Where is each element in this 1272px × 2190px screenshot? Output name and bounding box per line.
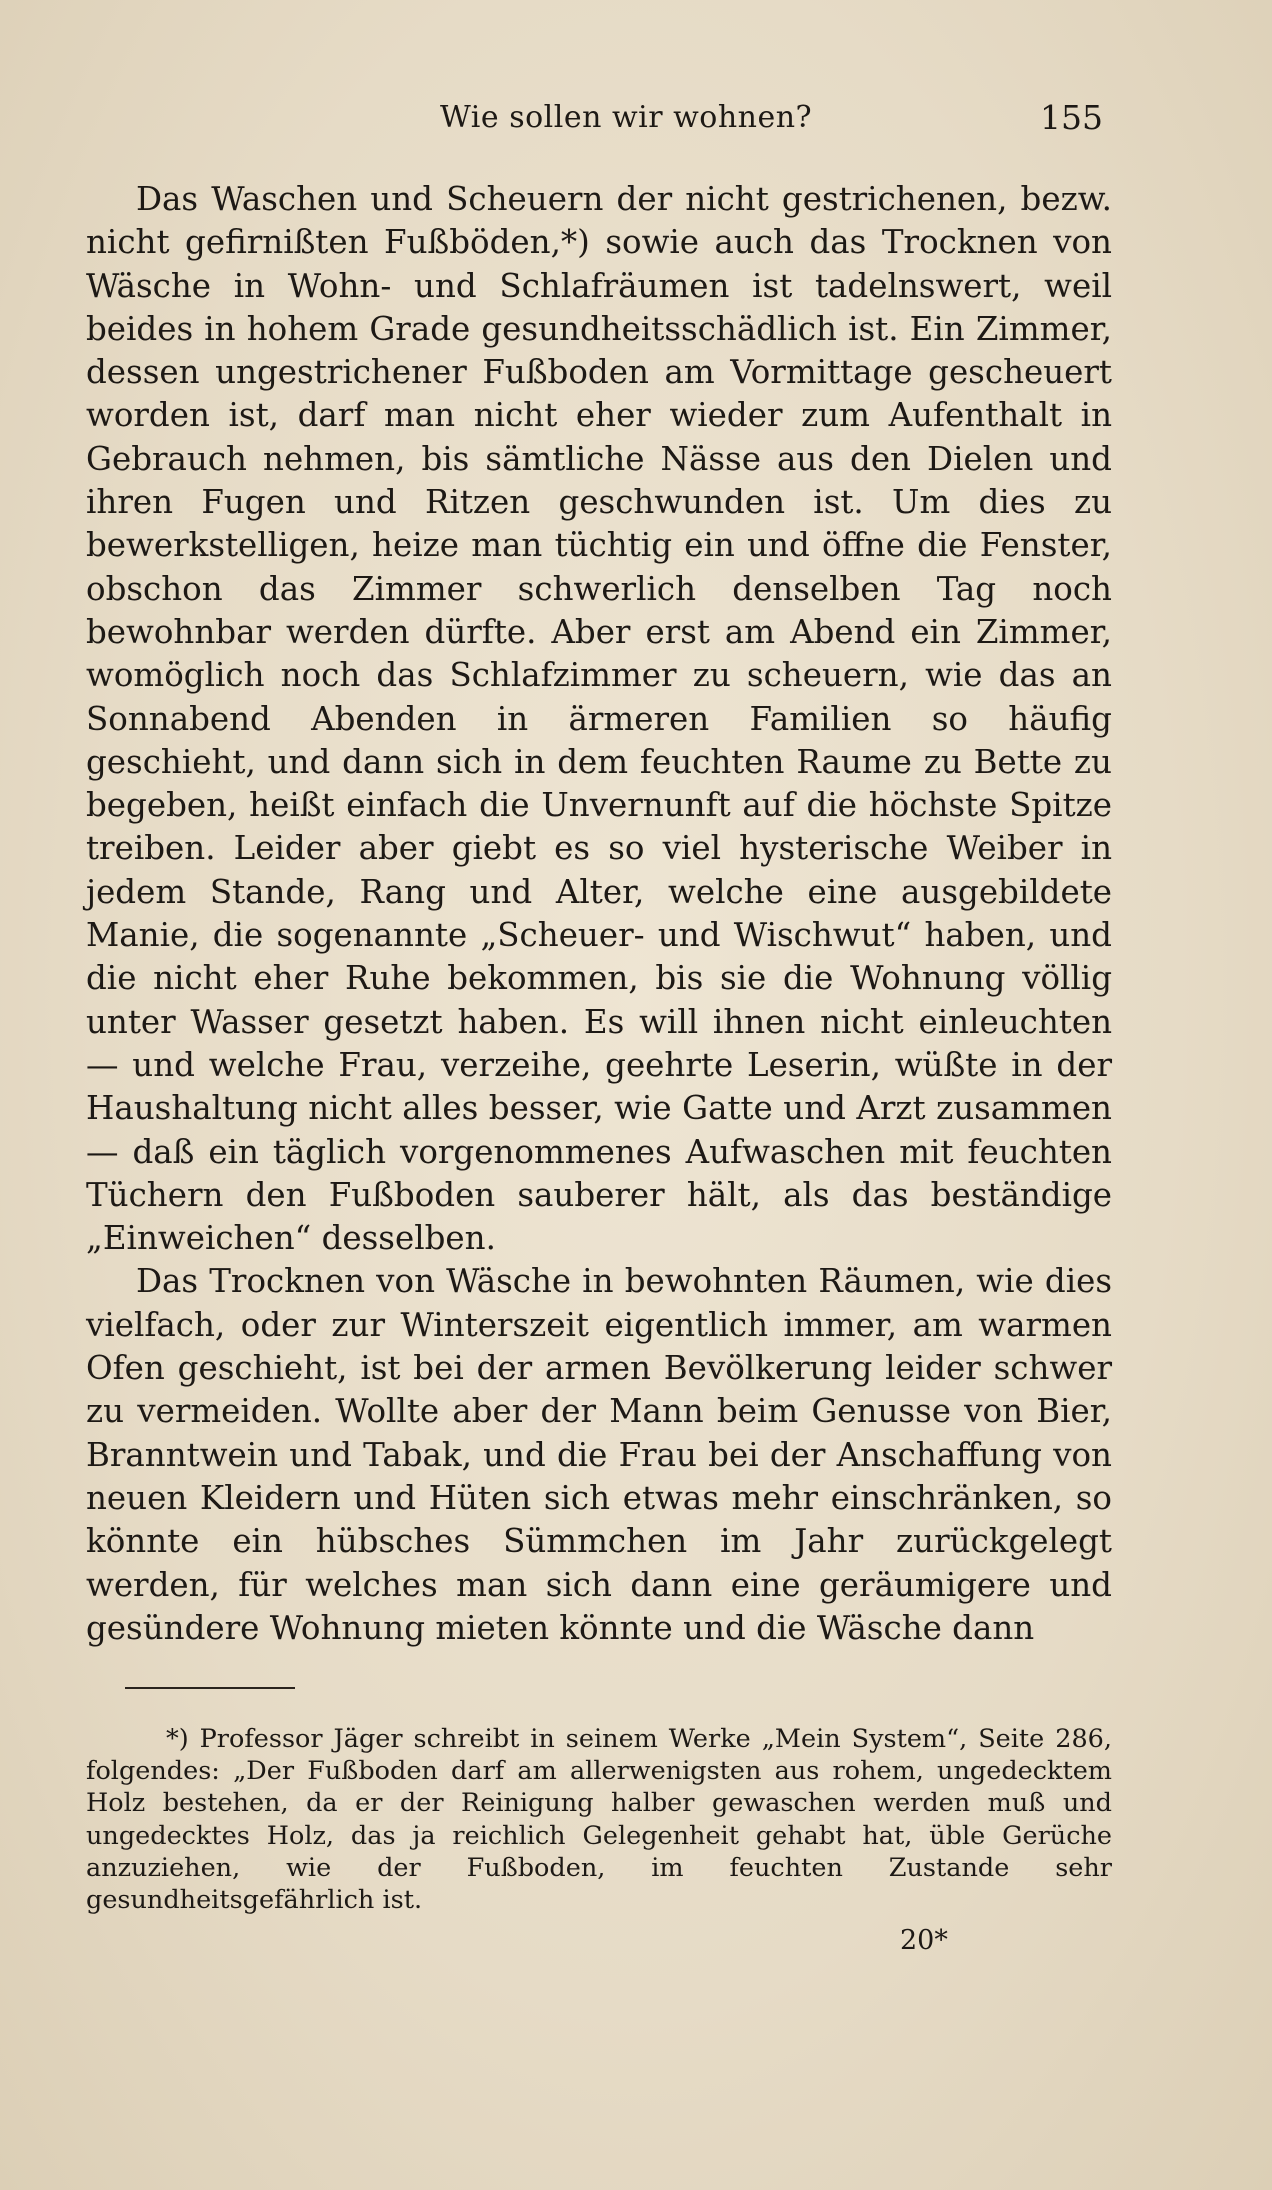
footnote-divider: [125, 1687, 295, 1689]
running-head-title: Wie sollen wir wohnen?: [440, 100, 813, 135]
running-head: [0, 100, 1272, 150]
footnote: [86, 1723, 1112, 1916]
sheet-signature-mark: 20*: [900, 1925, 948, 1956]
footnote-text: *) Professor Jäger schreibt in seinem Werke „Mein System“, Seite 286, folgendes: „Der Fußboden darf am allerwenigsten aus rohem, ungedecktem Holz bestehen, da er der Reinigung halber gewaschen werden muß und ungedecktes Holz, das ja reichlich Gelegenheit gehabt hat, üble Gerüche anzuziehen, wie der Fußboden, im feuchten Zustande sehr gesundheitsgefährlich ist.: [86, 1724, 1112, 1916]
paragraph: Das Waschen und Scheuern der nicht gestrichenen, bezw. nicht gefirnißten Fußböden,*) sowie auch das Trocknen von Wäsche in Wohn- und Schlafräumen ist tadelnswert, weil beides in hohem Grade gesundheitsschädlich ist. Ein Zimmer, dessen ungestrichener Fußboden am Vormittage gescheuert worden ist, darf man nicht eher wieder zum Aufenthalt in Gebrauch nehmen, bis sämtliche Nässe aus den Dielen und ihren Fugen und Ritzen geschwunden ist. Um dies zu bewerkstelligen, heize man tüchtig ein und öffne die Fenster, obschon das Zimmer schwerlich denselben Tag noch bewohnbar werden dürfte. Aber erst am Abend ein Zimmer, womöglich noch das Schlafzimmer zu scheuern, wie das an Sonnabend Abenden in ärmeren Familien so häufig geschieht, und dann sich in dem feuchten Raume zu Bette zu begeben, heißt einfach die Unvernunft auf die höchste Spitze treiben. Leider aber giebt es so viel hysterische Weiber in jedem Stande, Rang und Alter, welche eine ausgebildete Manie, die sogenannte „Scheuer- und Wischwut“ haben, und die nicht eher Ruhe bekommen, bis sie die Wohnung völlig unter Wasser gesetzt haben. Es will ihnen nicht einleuchten — und welche Frau, verzeihe, geehrte Leserin, wüßte in der Haushaltung nicht alles besser, wie Gatte und Arzt zusammen — daß ein täglich vorgenommenes Aufwaschen mit feuchten Tüchern den Fußboden sauberer hält, als das beständige „Einweichen“ desselben.: [86, 180, 1112, 1258]
body-text: [86, 178, 1112, 1650]
page-number: 155: [1040, 98, 1103, 137]
paragraph: Das Trocknen von Wäsche in bewohnten Räumen, wie dies vielfach, oder zur Winterszeit eigentlich immer, am warmen Ofen geschieht, ist bei der armen Bevölkerung leider schwer zu vermeiden. Wollte aber der Mann beim Genusse von Bier, Branntwein und Tabak, und die Frau bei der Anschaffung von neuen Kleidern und Hüten sich etwas mehr einschränken, so könnte ein hübsches Sümmchen im Jahr zurückgelegt werden, für welches man sich dann eine geräumigere und gesündere Wohnung mieten könnte und die Wäsche dann: [86, 1262, 1112, 1647]
